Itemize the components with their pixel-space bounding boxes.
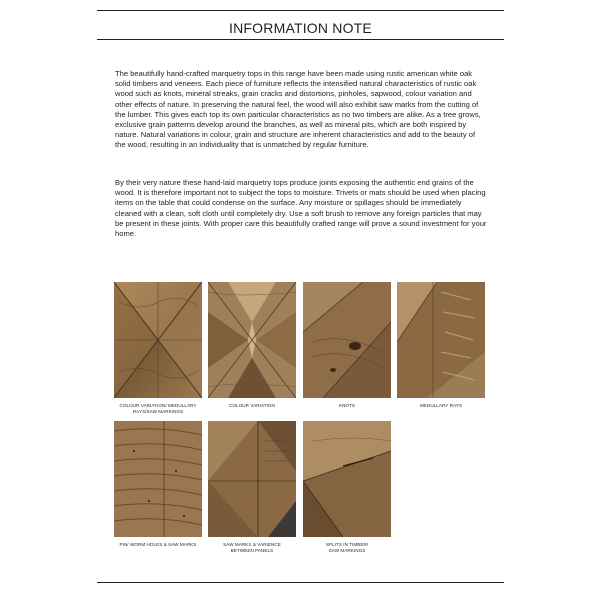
paragraph-care-intro: The beautifully hand-crafted marquetry tops in this range have been made using rustic american white oak solid timbers and veneers. Each piece of furniture reflects the intensified natural characteristics of rustic oak wood such as knots, mineral streaks, grain cracks and distortions, pinholes, sapwood, colour variation and other effects of nature. In preserving the natural feel, the wood will also exhibit saw marks from the cutting of the lumber. This gives each top its own particular characteristics as no two timbers are alike. As a tree grows, exclusive grain patterns develop around the branches, as well as mineral pits, which are both inspired by nature. Natural variations in colour, grain and structure are inherent characteristics and add to the beauty of the wood, resulting in an individuality that is unmatched by regular furniture. — [115, 69, 481, 150]
photo-colour-variation-medullary-rays — [114, 282, 202, 398]
photo-medullary-rays — [397, 282, 485, 398]
page-title: INFORMATION NOTE — [229, 20, 372, 36]
caption-line: SAW MARKS & VARIENCE — [223, 542, 281, 547]
caption-line: MEDULLARY RAYS — [419, 403, 463, 408]
caption-line: SAW MARKINGS — [328, 548, 366, 553]
caption-line: COLOUR VARIATION/ MEDULLARY — [119, 403, 197, 408]
caption-colour-variation — [198, 403, 306, 409]
photo-pin-worm-holes-saw-marks — [114, 421, 202, 537]
caption-line: KNOTS — [338, 403, 356, 408]
photo-colour-variation — [208, 282, 296, 398]
bottom-rule — [97, 582, 504, 583]
caption-line: RAYS/SAW MARKINGS — [132, 409, 184, 414]
caption-knots — [293, 403, 401, 409]
photo-saw-marks-variance-between-panels — [208, 421, 296, 537]
photo-knots — [303, 282, 391, 398]
top-rule-lower — [97, 39, 504, 40]
caption-splits-in-timber-saw-markings — [293, 542, 401, 554]
caption-line: PIN/ WORM HOLES & SAW MARKS — [119, 542, 197, 547]
top-rule-upper — [97, 10, 504, 11]
caption-medullary-rays — [387, 403, 495, 409]
caption-colour-variation-medullary-rays — [104, 403, 212, 415]
photo-splits-in-timber-saw-markings — [303, 421, 391, 537]
paragraph-care-instructions: By their very nature these hand-laid marquetry tops produce joints exposing the authentic end grains of the wood. It is therefore important not to subject the tops to moisture. Trivets or mats should be used when placing items on the table that could condense on the surface. Any moisture or spillages should be immediately cleaned with a clean, soft cloth until completely dry. Use a soft brush to remove any foreign particles that may be present in these joints. With proper care this beautifully crafted range will prove a sound investment for your home. — [115, 178, 487, 239]
caption-pin-worm-holes-saw-marks — [104, 542, 212, 548]
caption-saw-marks-variance-between-panels — [198, 542, 306, 554]
caption-line: COLOUR VARIATION — [229, 403, 275, 408]
caption-line: SPLITS IN TIMBER/ — [325, 542, 369, 547]
caption-line: BETWEEN PANELS — [230, 548, 274, 553]
